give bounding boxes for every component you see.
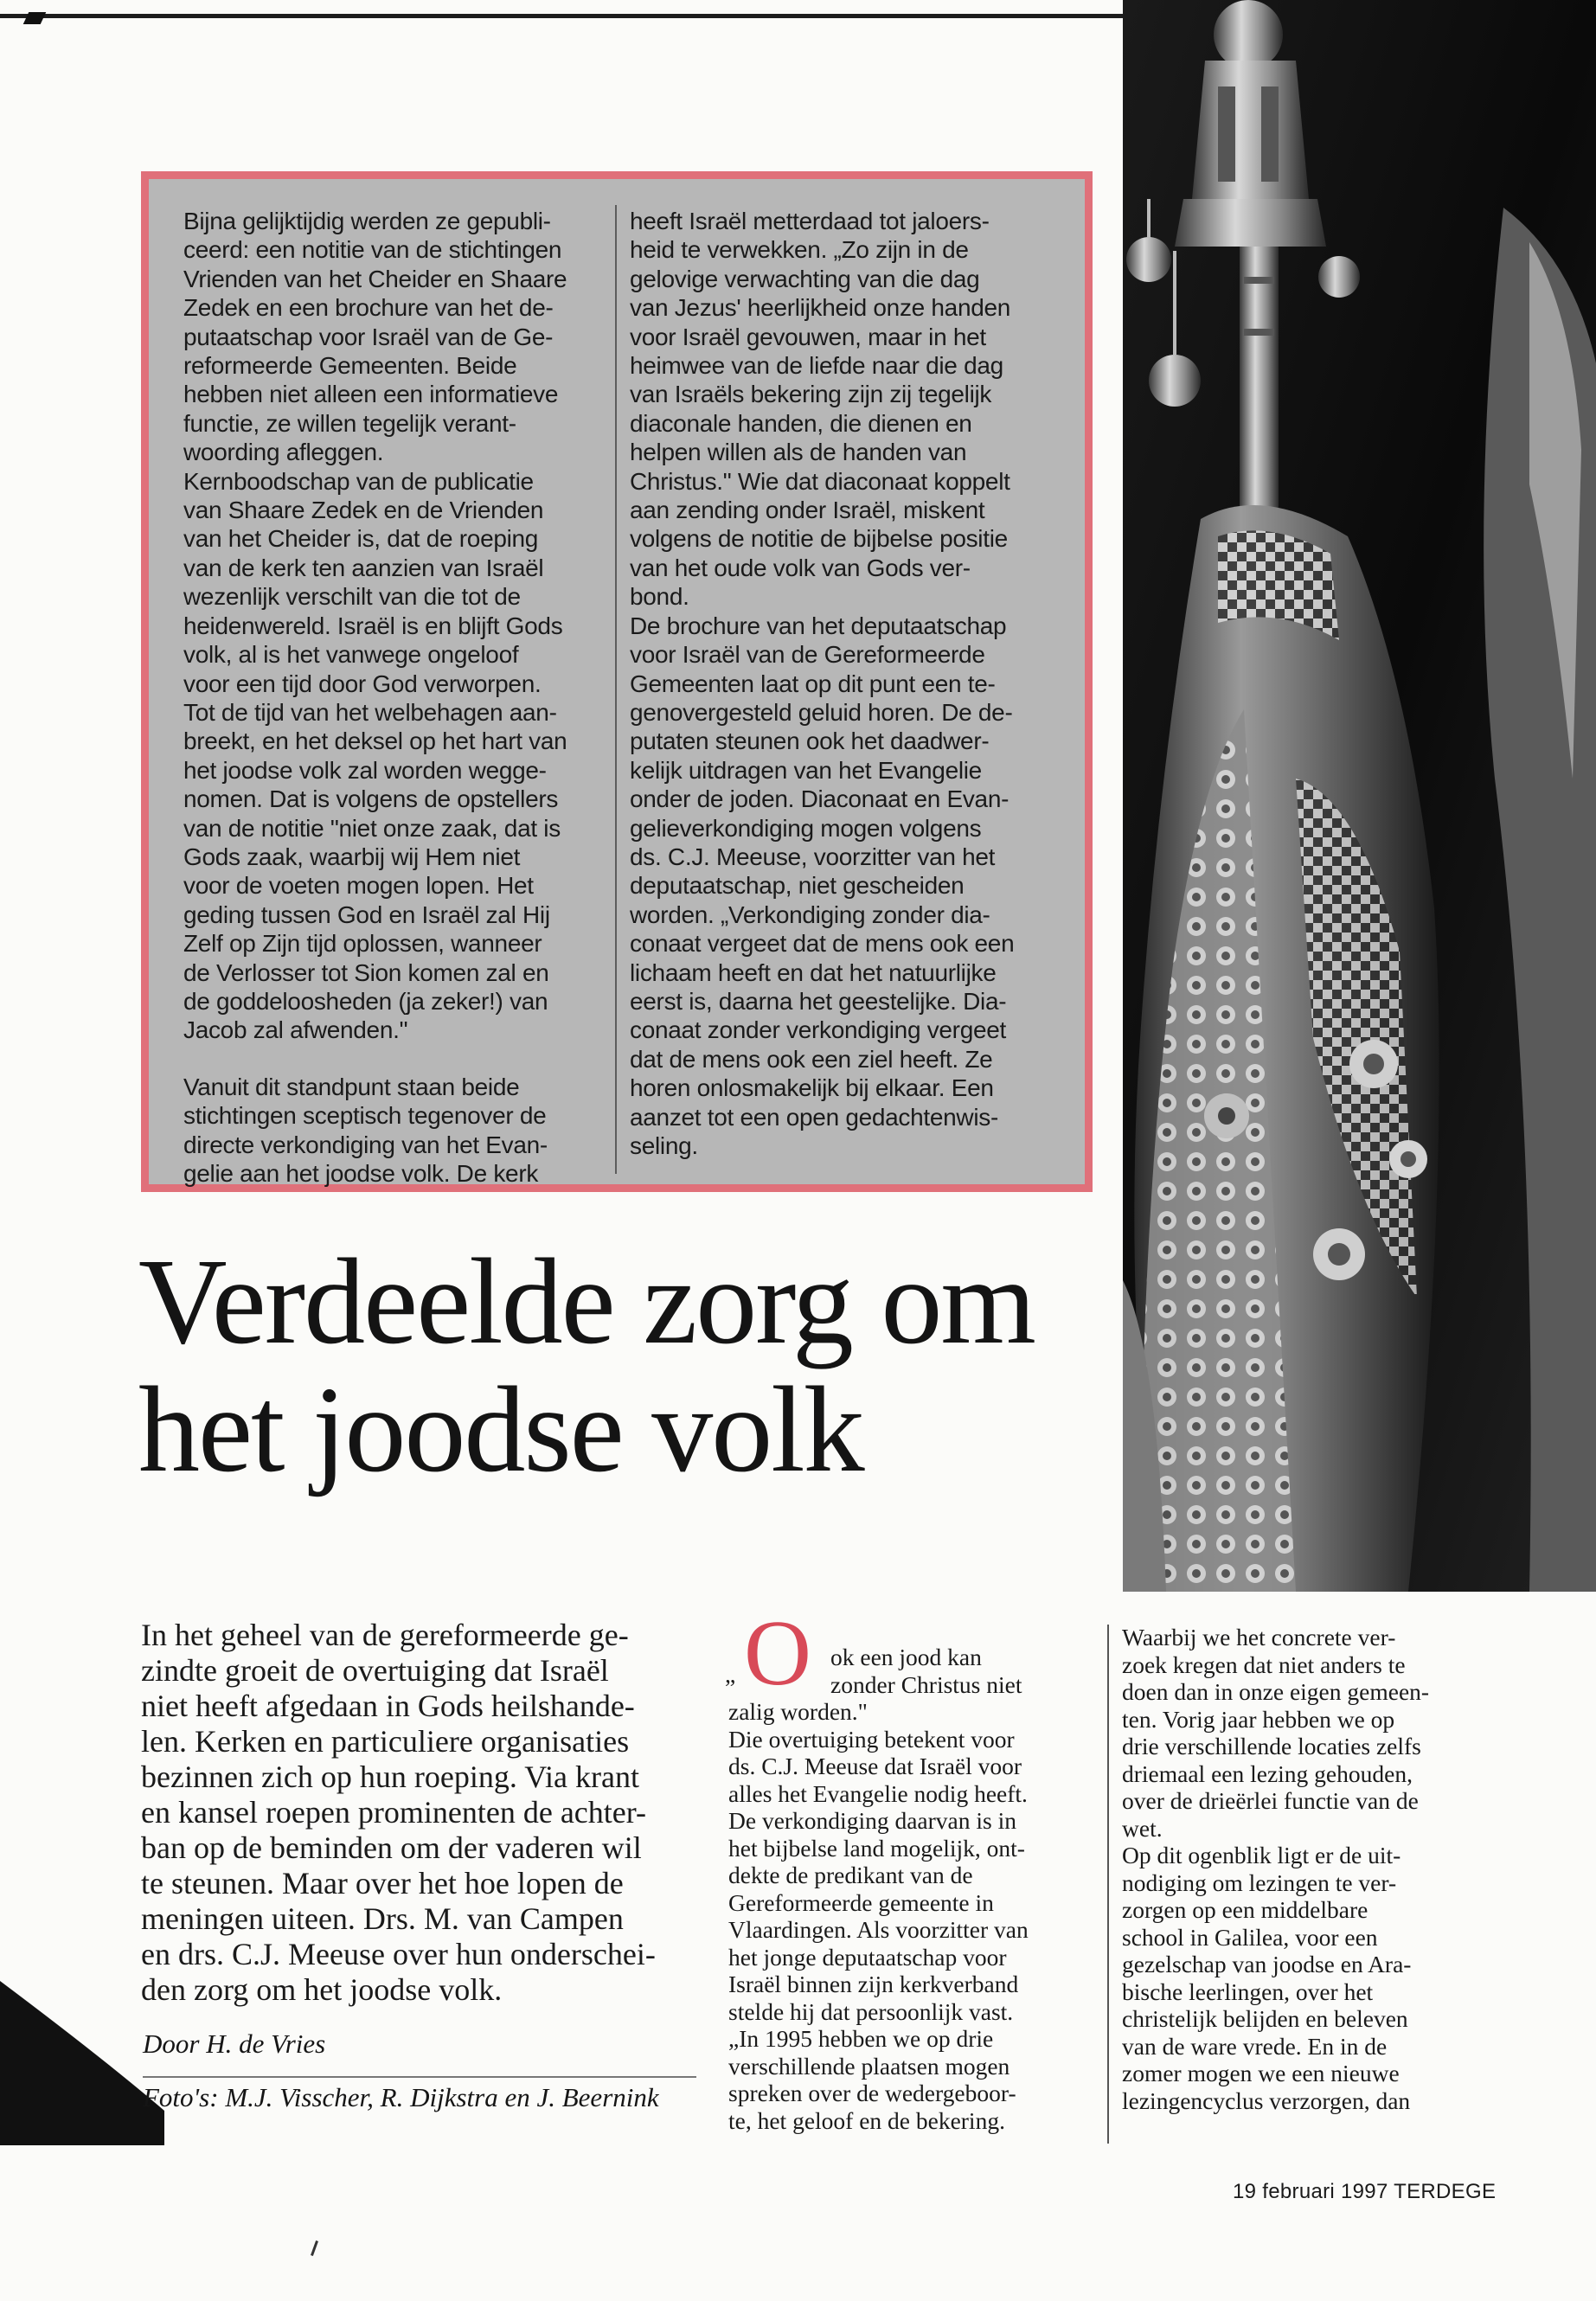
text-line: ds. C.J. Meeuse, voorzitter van het	[630, 843, 996, 870]
text-line: over de drieërlei functie van de	[1122, 1787, 1419, 1814]
scan-corner-shadow	[0, 1981, 164, 2145]
text-line: zalig worden."	[728, 1698, 868, 1725]
text-line: zoek kregen dat niet anders te	[1122, 1650, 1406, 1678]
text-line: Kernboodschap van de publicatie	[183, 467, 534, 495]
text-line: gelie aan het joodse volk. De kerk	[183, 1160, 539, 1187]
text-line: breekt, en het deksel op het hart van	[183, 727, 567, 755]
text-line: putaten steunen ook het daadwer-	[630, 727, 990, 755]
text-line: „In 1995 hebben we op drie	[728, 2025, 994, 2052]
text-line: te steunen. Maar over het hoe lopen de	[141, 1866, 624, 1900]
text-line: Die overtuiging betekent voor	[728, 1725, 1015, 1753]
text-line: hebben niet alleen een informatieve	[183, 381, 559, 408]
text-line: horen onlosmakelijk bij elkaar. Een	[630, 1074, 994, 1102]
text-line: bische leerlingen, over het	[1122, 1977, 1374, 2005]
text-line: voor de voeten mogen lopen. Het	[183, 872, 534, 900]
headline-line: het joodse volk	[138, 1361, 863, 1497]
text-line: doen dan in onze eigen gemeen-	[1122, 1678, 1430, 1705]
headline-line: Verdeelde zorg om	[138, 1233, 1035, 1369]
text-line: gezelschap van joodse en Ara-	[1122, 1951, 1412, 1977]
text-line: christelijk belijden en beleven	[1122, 2005, 1408, 2032]
text-line: directe verkondiging van het Evan-	[183, 1131, 548, 1158]
byline: Door H. de Vries	[143, 2029, 326, 2059]
text-line: diaconale handen, die dienen en	[630, 409, 972, 437]
text-line: functie, ze willen tegelijk verant-	[183, 409, 516, 437]
text-line: kelijk uitdragen van het Evangelie	[630, 756, 982, 784]
text-line: nomen. Dat is volgens de opstellers	[183, 785, 559, 813]
text-line: van Jezus' heerlijkheid onze handen	[630, 294, 1011, 322]
text-line: lezingencyclus verzorgen, dan	[1122, 2086, 1411, 2114]
text-line: heid te verwekken. „Zo zijn in de	[630, 236, 969, 264]
drop-cap: O	[744, 1602, 811, 1705]
torah-scroll-photo	[1123, 0, 1596, 1592]
text-line: ban op de beminden om der vaderen wil	[141, 1830, 642, 1865]
text-line: Vrienden van het Cheider en Shaare	[183, 265, 567, 292]
text-line: en drs. C.J. Meeuse over hun onderschei-	[141, 1937, 656, 1971]
text-line: genovergesteld geluid horen. De de-	[630, 698, 1013, 726]
text-line: Zelf op Zijn tijd oplossen, wanneer	[183, 930, 542, 958]
text-line: bezinnen zich op hun roeping. Via krant	[141, 1759, 639, 1794]
text-line: seling.	[630, 1132, 698, 1159]
text-line: De brochure van het deputaatschap	[630, 612, 1007, 639]
text-line: aanzet tot een open gedachtenwis-	[630, 1103, 998, 1131]
text-line: wet.	[1122, 1814, 1163, 1842]
text-line: en kansel roepen prominenten de achter-	[141, 1795, 647, 1830]
sidebar-divider	[615, 205, 617, 1174]
text-line: voor Israël gevouwen, maar in het	[630, 323, 986, 350]
text-line: het bijbelse land mogelijk, ont-	[728, 1834, 1025, 1862]
text-line: stichtingen sceptisch tegenover de	[183, 1102, 547, 1130]
text-line: putaatschap voor Israël van de Ge-	[183, 323, 554, 350]
text-line: bond.	[630, 583, 689, 611]
text-line: In het geheel van de gereformeerde ge-	[141, 1618, 629, 1652]
quote-mark: „	[725, 1661, 736, 1688]
text-line: dat de mens ook een ziel heeft. Ze	[630, 1045, 993, 1073]
text-line: Gereformeerde gemeente in	[728, 1888, 994, 1916]
text-line: ds. C.J. Meeuse dat Israël voor	[728, 1753, 1022, 1779]
text-line: lichaam heeft en dat het natuurlijke	[630, 958, 997, 986]
text-line: dekte de predikant van de	[728, 1862, 973, 1888]
text-line: deputaatschap, niet gescheiden	[630, 872, 965, 900]
text-line: gelovige verwachting van die dag	[630, 265, 980, 292]
byline-rule	[143, 2076, 696, 2078]
text-line: conaat zonder verkondiging vergeet	[630, 1016, 1006, 1044]
text-line: drie verschillende locaties zelfs	[1122, 1733, 1421, 1759]
text-line: van de ware vrede. En in de	[1122, 2032, 1388, 2060]
sidebar-paragraph	[183, 207, 616, 1045]
quote-line: ok een jood kan	[830, 1644, 982, 1670]
text-line: de Verlosser tot Sion komen zal en	[183, 958, 549, 986]
text-line: woording afleggen.	[183, 439, 384, 466]
text-line: verschillende plaatsen mogen	[728, 2052, 1010, 2080]
text-line: heidenwereld. Israël is en blijft Gods	[183, 612, 563, 639]
text-line: Zedek en een brochure van het de-	[183, 294, 554, 322]
text-line: volk, al is het vanwege ongeloof	[183, 641, 519, 669]
text-line: Jacob zal afwenden."	[183, 1016, 408, 1044]
sidebar-paragraph	[183, 1073, 616, 1189]
text-line: helpen willen als de handen van	[630, 439, 967, 466]
text-line: heeft Israël metterdaad tot jaloers-	[630, 208, 990, 234]
text-line: stelde hij dat persoonlijk vast.	[728, 1997, 1014, 2025]
text-line: driemaal een lezing gehouden,	[1122, 1759, 1413, 1787]
text-line: Gemeenten laat op dit punt een te-	[630, 670, 996, 697]
quote-line: zonder Christus niet	[830, 1670, 1022, 1698]
text-line: Christus." Wie dat diaconaat koppelt	[630, 467, 1010, 495]
text-line: Vlaardingen. Als voorzitter van	[728, 1916, 1029, 1943]
text-line: spreken over de wedergeboor-	[728, 2080, 1016, 2106]
text-line: onder de joden. Diaconaat en Evan-	[630, 785, 1010, 813]
text-line: worden. „Verkondiging zonder dia-	[630, 901, 990, 928]
text-line: Waarbij we het concrete ver-	[1122, 1624, 1396, 1650]
text-line: conaat vergeet dat de mens ook een	[630, 930, 1015, 958]
text-line: te, het geloof en de bekering.	[728, 2106, 1005, 2134]
text-line: ten. Vorig jaar hebben we op	[1122, 1705, 1395, 1733]
text-line: Gods zaak, waarbij wij Hem niet	[183, 843, 521, 870]
text-line: De verkondiging daarvan is in	[728, 1807, 1016, 1834]
text-line: ceerd: een notitie van de stichtingen	[183, 236, 562, 264]
page-footer: 19 februari 1997 TERDEGE	[1233, 2180, 1497, 2203]
text-line: geding tussen God en Israël zal Hij	[183, 901, 550, 928]
text-line: aan zending onder Israël, miskent	[630, 497, 985, 524]
text-line: van de kerk ten aanzien van Israël	[183, 554, 544, 581]
photo-illustration	[1123, 0, 1596, 1592]
text-line: het joodse volk zal worden wegge-	[183, 756, 547, 784]
text-line: Israël binnen zijn kerkverband	[728, 1971, 1019, 1997]
text-line: eerst is, daarna het geestelijke. Dia-	[630, 987, 1007, 1015]
column-divider	[1107, 1625, 1109, 2144]
text-line: den zorg om het joodse volk.	[141, 1972, 503, 2007]
text-line: len. Kerken en particuliere organisaties	[141, 1724, 630, 1759]
text-line: voor Israël van de Gereformeerde	[630, 641, 985, 669]
text-line: nodiging om lezingen te ver-	[1122, 1868, 1397, 1896]
text-line: gelieverkondiging mogen volgens	[630, 814, 982, 842]
text-line: de goddeloosheden (ja zeker!) van	[183, 987, 548, 1015]
sidebar-left-column	[183, 207, 616, 1188]
sidebar-right-column	[630, 207, 1062, 1160]
text-line: zorgen op een middelbare	[1122, 1896, 1368, 1923]
text-line: van de notitie "niet onze zaak, dat is	[183, 814, 561, 842]
text-line: van het Cheider is, dat de roeping	[183, 525, 539, 553]
text-line: Vanuit dit standpunt staan beide	[183, 1073, 520, 1100]
text-line: voor een tijd door God verworpen.	[183, 670, 542, 697]
text-line: Tot de tijd van het welbehagen aan-	[183, 698, 557, 726]
text-line: van Israëls bekering zijn zij tegelijk	[630, 381, 992, 408]
text-line: alles het Evangelie nodig heeft.	[728, 1779, 1028, 1807]
text-line: zomer mogen we een nieuwe	[1122, 2060, 1400, 2086]
text-line: van het oude volk van Gods ver-	[630, 554, 971, 581]
text-line: school in Galilea, voor een	[1122, 1923, 1378, 1951]
text-line: van Shaare Zedek en de Vrienden	[183, 497, 544, 524]
text-line: het jonge deputaatschap voor	[728, 1943, 1007, 1971]
right-column	[1122, 1624, 1477, 2114]
text-line: meningen uiteen. Drs. M. van Campen	[141, 1901, 624, 1936]
article-headline	[138, 1233, 1142, 1497]
text-line: niet heeft afgedaan in Gods heilshande-	[141, 1689, 635, 1723]
text-line: reformeerde Gemeenten. Beide	[183, 352, 517, 380]
text-line: volgens de notitie de bijbelse positie	[630, 525, 1008, 553]
text-line: Op dit ogenblik ligt er de uit-	[1122, 1842, 1401, 1868]
scan-mark	[311, 2240, 318, 2256]
text-line: zindte groeit de overtuiging dat Israël	[141, 1653, 609, 1688]
top-rule	[0, 14, 1125, 18]
intro-paragraph	[141, 1618, 703, 2008]
text-line: wezenlijk verschilt van die tot de	[183, 583, 521, 611]
text-line: heimwee van de liefde naar die dag	[630, 352, 1003, 380]
text-line: Bijna gelijktijdig werden ze gepubli-	[183, 208, 551, 234]
photo-credit: Foto's: M.J. Visscher, R. Dijkstra en J. Beernink	[143, 2082, 659, 2112]
sidebar-box	[141, 171, 1093, 1192]
middle-column	[725, 1644, 1092, 2134]
